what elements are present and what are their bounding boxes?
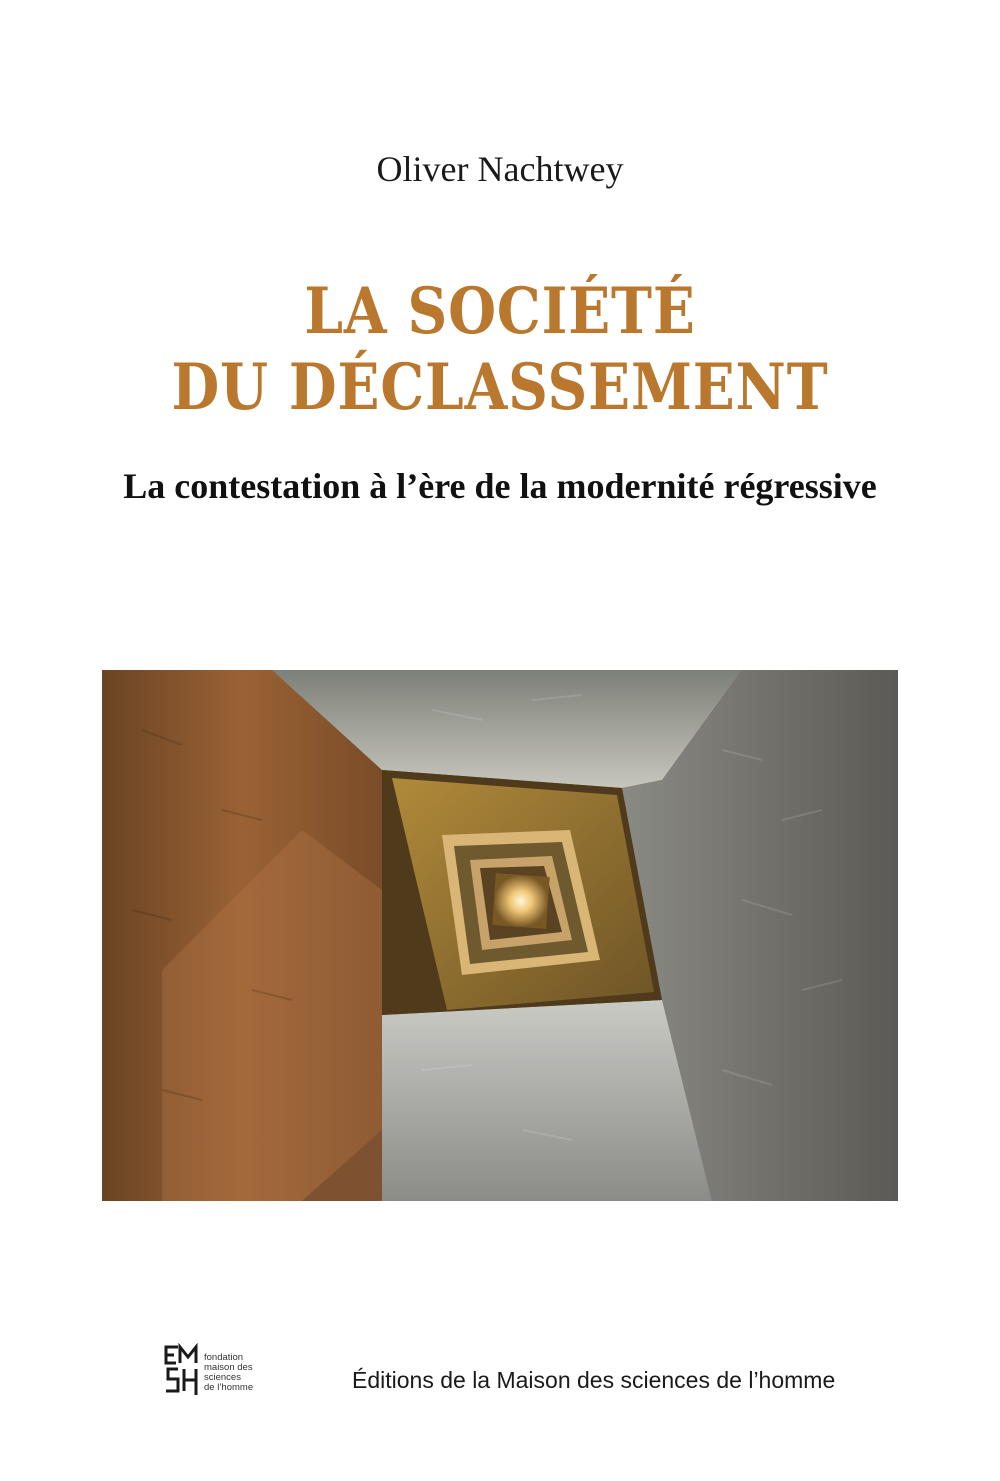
- author-name: Oliver Nachtwey: [376, 149, 624, 189]
- logo-text-line: maison des: [204, 1362, 253, 1373]
- fmsh-logo: [162, 1343, 272, 1397]
- title-line-1: LA SOCIÉTÉ: [304, 274, 696, 349]
- book-title: [70, 274, 930, 426]
- fmsh-logo-icon: [162, 1343, 200, 1397]
- logo-text-line: de l’homme: [204, 1382, 254, 1393]
- publisher-name: Éditions de la Maison des sciences de l’homme: [352, 1367, 836, 1393]
- book-subtitle: La contestation à l’ère de la modernité régressive: [123, 466, 877, 506]
- fmsh-logo-text: [204, 1353, 253, 1393]
- logo-text-line: sciences: [204, 1372, 241, 1383]
- cover-photo-stairwell: [102, 670, 898, 1201]
- logo-text-line: fondation: [204, 1352, 244, 1363]
- title-line-2: DU DÉCLASSEMENT: [171, 350, 829, 425]
